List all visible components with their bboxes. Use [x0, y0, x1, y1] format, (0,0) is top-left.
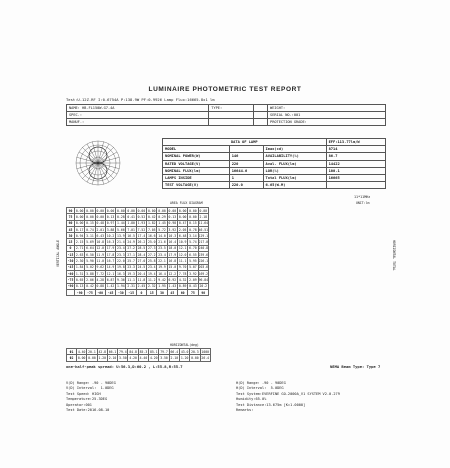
- flux-grid-cell: 2.31: [127, 284, 135, 289]
- lamp-data-cell: 1: [229, 174, 263, 181]
- flux-grid-row-header: -60: [67, 271, 74, 276]
- flux-grid-cell: 10.8: [96, 240, 105, 245]
- flux-grid-cell: 3.88: [86, 271, 94, 276]
- flux-grid-cell: 2.18: [199, 214, 208, 219]
- flux-grid-cell: 12.0: [96, 246, 105, 251]
- flux-grid-cell: 0.00: [106, 208, 115, 213]
- flux-sum-cell: 79.7: [160, 349, 168, 354]
- flux-grid-cell: 9.70: [178, 265, 187, 270]
- flux-sum-cell: 0.00: [88, 355, 96, 360]
- flux-grid-row-header: -90: [67, 284, 74, 289]
- flux-grid-column-headers: [67, 289, 209, 295]
- flux-grid-cell: 2.09: [189, 277, 197, 282]
- flux-grid-cell: 1.95: [158, 284, 166, 289]
- flux-grid-row-header: 45: [67, 226, 75, 232]
- flux-grid-row-header: -15: [67, 252, 74, 257]
- flux-grid-cell: 26.2: [137, 240, 146, 245]
- flux-grid-cell: 0.00: [178, 208, 187, 213]
- flux-grid-cell: 11.0: [96, 259, 105, 264]
- lamp-data-cell: LAMPS INSIDE: [163, 174, 230, 181]
- flux-grid-cell: 11.64: [198, 221, 209, 226]
- flux-grid-cell: 1.42: [106, 284, 115, 289]
- flux-grid-cell: 10.2: [106, 233, 115, 238]
- flux-grid-cell: 0.47: [178, 221, 187, 226]
- flux-grid-cell: 0.78: [189, 227, 197, 232]
- flux-sum-cell: 1.20: [180, 355, 189, 360]
- lamp-data-row: [163, 160, 386, 167]
- flux-grid-cell: 226.1: [198, 259, 209, 264]
- flux-grid-cell: 3.14: [189, 233, 197, 238]
- flux-grid-cell: 7.72: [96, 271, 105, 276]
- header-cell: [253, 112, 267, 119]
- flux-grid-column-header: -15: [126, 289, 136, 295]
- flux-grid-cell: 129.1: [198, 233, 209, 238]
- flux-grid-cell: 0.13: [75, 284, 84, 289]
- flux-grid-row-header: 60: [67, 220, 75, 226]
- flux-grid-cell: 11.1: [178, 259, 187, 264]
- flux-grid-cell: 0.00: [96, 214, 105, 219]
- flux-grid-cell: 1.94: [117, 284, 125, 289]
- flux-grid-cell: 18.0: [168, 246, 177, 251]
- flux-grid-cell: 0.43: [189, 284, 197, 289]
- flux-grid-cell: 6.55: [189, 252, 197, 257]
- flux-grid-cell: 169.2: [198, 271, 209, 276]
- flux-grid-cell: 3.11: [86, 233, 94, 238]
- flux-grid-cell: 16.3: [117, 271, 125, 276]
- flux-grid-cell: 2.30: [75, 259, 84, 264]
- flux-grid-cell: 27.1: [127, 252, 135, 257]
- flux-grid-cell: 4.32: [178, 277, 187, 282]
- flux-grid-cell: 1.80: [127, 221, 135, 226]
- flux-grid-cell: 16.5: [127, 233, 135, 238]
- horizontal-axis-label: HORIZONTAL(deg): [170, 343, 199, 347]
- flux-grid-cell: 4.28: [96, 277, 105, 282]
- flux-grid-cell: 0.97: [106, 221, 115, 226]
- header-cell: WEIGHT:: [268, 105, 386, 112]
- flux-grid-cell: 5.74: [189, 240, 197, 245]
- flux-sum-cell: 0.00: [77, 355, 86, 360]
- flux-grid-cell: 0.00: [117, 208, 125, 213]
- flux-grid-cell: 1.93: [137, 221, 146, 226]
- flux-grid-row-header: -45: [67, 265, 74, 270]
- flux-grid-cell: 0.00: [189, 214, 197, 219]
- flux-grid-cell: 27.3: [147, 246, 156, 251]
- flux-grid-cell: 2.06: [86, 277, 94, 282]
- lamp-data-cell: 6.65(W.M): [263, 182, 326, 189]
- flux-grid-table: [66, 207, 209, 296]
- lamp-data-cell: 16665: [326, 174, 385, 181]
- flux-grid-cell: 21.4: [117, 240, 125, 245]
- flux-grid-row-header: 30: [67, 233, 75, 239]
- flux-sum-cell: 3.50: [160, 355, 168, 360]
- flux-grid-cell: 0.42: [147, 214, 156, 219]
- flux-sum-cell: 26.4: [201, 355, 209, 360]
- lamp-data-cell: TEST VOLTAGE(V): [163, 182, 230, 189]
- flux-grid-cell: 27.2: [127, 246, 135, 251]
- flux-sum-cell: 1.20: [98, 355, 107, 360]
- lamp-data-row: [163, 167, 386, 174]
- flux-grid-column-header: -60: [95, 289, 105, 295]
- header-row: [67, 112, 386, 119]
- header-cell: [209, 119, 254, 126]
- flux-sum-cell: 4.20: [149, 355, 158, 360]
- flux-grid-cell: 23.4: [158, 252, 166, 257]
- flux-grid-cell: 23.4: [117, 246, 125, 251]
- efficacy-label: EFF:113.77lm/W: [326, 139, 385, 146]
- flux-sum-cell: 4.40: [77, 349, 86, 354]
- flux-grid-cell: 0.98: [168, 221, 177, 226]
- flux-sum-cell: 85.3: [139, 349, 148, 354]
- flux-grid-cell: 0.15: [189, 221, 197, 226]
- flux-sum-cell: 4.40: [139, 355, 148, 360]
- flux-grid-cell: 2.05: [178, 227, 187, 232]
- flux-grid-cell: 23.4: [147, 265, 156, 270]
- flux-grid-cell: 2.45: [137, 284, 146, 289]
- flux-grid-cell: 14.0: [158, 233, 166, 238]
- lamp-data-row: [163, 174, 386, 181]
- header-cell: PROTECTION GRADE:: [268, 119, 386, 126]
- flux-grid-cell: 0.48: [96, 221, 105, 226]
- flux-sum-cell: 85.1: [149, 349, 158, 354]
- flux-grid-cell: 7.05: [147, 227, 156, 232]
- flux-grid-cell: 0.29: [158, 214, 166, 219]
- flux-sum-row-header: Φ2: [67, 355, 77, 361]
- flux-grid-cell: 0.00: [147, 208, 156, 213]
- flux-grid-cell: 0.00: [86, 208, 94, 213]
- flux-grid-cell: 11.1: [127, 277, 135, 282]
- flux-grid-cell: 20.2: [199, 284, 208, 289]
- flux-grid-column-header: 45: [167, 289, 177, 295]
- flux-grid-cell: 0.00: [86, 214, 94, 219]
- lamp-data-cell: 14422: [326, 160, 385, 167]
- lamp-data-cell: 16644.6: [229, 167, 263, 174]
- flux-grid-cell: 0.28: [117, 214, 125, 219]
- flux-grid-cell: 9.42: [158, 277, 166, 282]
- flux-grid-cell: 9.36: [117, 277, 125, 282]
- lamp-data-cell: MODEL: [163, 146, 230, 153]
- flux-sum-cell: 42.8: [98, 349, 107, 354]
- flux-grid-cell: 0.52: [137, 214, 146, 219]
- flux-grid-cell: 27.2: [147, 252, 156, 257]
- flux-grid-cell: 5.02: [86, 265, 94, 270]
- header-row: [67, 119, 386, 126]
- flux-grid-column-header: -75: [85, 289, 95, 295]
- flux-grid-cell: 2.01: [96, 227, 105, 232]
- flux-grid-cell: 16.4: [168, 240, 177, 245]
- flux-grid-cell: 16.7: [106, 259, 115, 264]
- flux-grid-row-header: 75: [67, 214, 75, 220]
- flux-grid-cell: 25.7: [127, 259, 135, 264]
- lamp-data-cell: NOMINAL FLUX(lm): [163, 167, 230, 174]
- lamp-data-row: [163, 153, 386, 160]
- flux-grid-row-header: -75: [67, 277, 74, 282]
- flux-grid-cell: 3.92: [189, 271, 197, 276]
- lamp-data-cell: 146: [229, 153, 263, 160]
- flux-grid-cell: 19.9: [158, 265, 166, 270]
- flux-grid-cell: 2.15: [75, 240, 84, 245]
- flux-grid-cell: 0.00: [158, 208, 166, 213]
- flux-grid-cell: 0.00: [137, 208, 146, 213]
- lamp-data-row: [163, 182, 386, 189]
- flux-grid-cell: 0.41: [127, 214, 135, 219]
- flux-grid-cell: 24.5: [137, 265, 146, 270]
- flux-sum-cell: 0.00: [191, 355, 199, 360]
- flux-grid-cell: 0.13: [106, 214, 115, 219]
- flux-grid-cell: 11.9: [96, 252, 105, 257]
- flux-grid-cell: 22.1: [158, 259, 166, 264]
- flux-grid-cell: 3.88: [106, 227, 115, 232]
- flux-grid-cell: 17.4: [137, 233, 146, 238]
- flux-sum-cell: 66.4: [170, 349, 179, 354]
- flux-grid-cell: 6.70: [189, 246, 197, 251]
- flux-sum-cell: 2.10: [170, 355, 179, 360]
- flux-sum-cell: 2.10: [108, 355, 117, 360]
- right-axis-label: HORIZONTAL TOTAL: [392, 240, 396, 271]
- flux-grid-cell: 0.00: [178, 214, 187, 219]
- flux-grid-column-header: 30: [157, 289, 167, 295]
- lamp-data-title: DATA OF LAMP: [163, 139, 327, 146]
- flux-grid-cell: 6.87: [106, 277, 115, 282]
- flux-grid-cell: 28.5: [137, 246, 146, 251]
- lamp-data-cell: AVAILABILITY(%): [263, 153, 326, 160]
- flux-grid-cell: 0.00: [75, 214, 84, 219]
- flux-grid-cell: 19.8: [117, 265, 125, 270]
- flux-grid-cell: 23.3: [127, 265, 135, 270]
- flux-grid-cell: 6.92: [168, 277, 177, 282]
- flux-grid-column-header: 60: [177, 289, 187, 295]
- flux-sum-cell: 84.8: [129, 349, 137, 354]
- flux-grid-cell: 0.88: [96, 284, 105, 289]
- flux-grid-cell: 0.42: [86, 284, 94, 289]
- flux-grid-cell: 0.00: [75, 208, 84, 213]
- flux-grid-cell: 17.8: [106, 252, 115, 257]
- lamp-data-cell: Total FLUX(lm): [263, 174, 326, 181]
- flux-grid-cell: 217.0: [198, 240, 209, 245]
- lamp-data-cell: 8714: [326, 146, 385, 153]
- iso-note: 11*11MHz: [354, 195, 371, 199]
- flux-grid-column-header: 75: [188, 289, 198, 295]
- flux-grid-cell: 27.0: [137, 259, 146, 264]
- flux-sum-cell: 43.0: [180, 349, 189, 354]
- flux-sum-cell: 4.20: [129, 355, 137, 360]
- flux-grid-cell: 17.9: [168, 252, 177, 257]
- flux-grid-row-header: 90: [67, 208, 75, 214]
- flux-grid-column-header: 15: [147, 289, 157, 295]
- flux-sum-cell: 1000: [201, 349, 209, 354]
- flux-grid-row-header: 15: [67, 239, 75, 245]
- lamp-data-cell: 100.1: [326, 167, 385, 174]
- flux-grid-cell: 1.44: [117, 221, 125, 226]
- flux-sum-row-header: Φ1: [67, 349, 77, 355]
- flux-grid-cell: 0.13: [168, 214, 177, 219]
- flux-grid-cell: 5.07: [189, 265, 197, 270]
- flux-grid-cell: 24.9: [127, 240, 135, 245]
- header-cell: MANUF.:: [67, 119, 209, 126]
- lamp-data-table: [162, 138, 386, 189]
- flux-grid-cell: 6.64: [86, 246, 94, 251]
- flux-grid-cell: 5.66: [117, 227, 125, 232]
- flux-sum-row: [67, 355, 211, 361]
- lamp-data-cell: 220.0: [229, 182, 263, 189]
- lamp-data-cell: [326, 182, 385, 189]
- flux-grid-column-header: -45: [105, 289, 115, 295]
- flux-grid-cell: 0.94: [75, 233, 84, 238]
- flux-sum-cell: 20.3: [191, 349, 199, 354]
- flux-grid-column-header: -30: [116, 289, 126, 295]
- lamp-data-row: [163, 146, 386, 153]
- flux-grid-cell: 239.6: [198, 252, 209, 257]
- flux-grid-cell: 6.48: [178, 233, 187, 238]
- flux-grid-cell: 10.3: [168, 233, 177, 238]
- flux-grid-cell: 19.3: [127, 271, 135, 276]
- header-cell: TYPE:: [209, 105, 254, 112]
- flux-sum-cell: 3.50: [119, 355, 127, 360]
- flux-sum-cell: 79.4: [119, 349, 127, 354]
- test-info-left: V(D) Range: -90 - 90DEG V(D) Interval: 1.0DEG Test Speed: HIGH Temperature:25.3DEG Operator:001 Test Date:2016-08-10: [66, 381, 116, 413]
- flux-grid-cell: 25.8: [147, 259, 156, 264]
- lamp-data-cell: Aval. FLUX(lm): [263, 160, 326, 167]
- header-cell: [253, 105, 267, 112]
- flux-grid-cell: 2.71: [75, 246, 84, 251]
- lamp-data-cell: 220: [229, 160, 263, 167]
- flux-grid-cell: 96.84: [198, 277, 209, 282]
- flux-grid-cell: 12.2: [168, 271, 177, 276]
- flux-grid-cell: 11.8: [137, 277, 146, 282]
- flux-grid-cell: 0.89: [178, 284, 187, 289]
- flux-grid-cell: 7.01: [127, 227, 135, 232]
- grid-unit: UNIT:lm: [356, 201, 370, 205]
- polar-distribution-diagram: [68, 140, 154, 186]
- flux-grid-cell: 0.65: [75, 277, 84, 282]
- flux-grid-cell: 12.1: [106, 271, 115, 276]
- flux-grid-corner: [67, 289, 75, 295]
- header-table: [66, 104, 386, 126]
- flux-grid-cell: 3.92: [168, 227, 177, 232]
- flux-grid-cell: 0.74: [86, 227, 94, 232]
- flux-grid-column-header: -90: [75, 289, 85, 295]
- flux-grid-cell: 7.52: [137, 227, 146, 232]
- flux-grid-cell: 11.2: [147, 277, 156, 282]
- flux-grid-cell: 0.00: [199, 208, 208, 213]
- flux-grid-cell: 9.62: [96, 265, 105, 270]
- grid-caption: AREA FLUX DIAGRAM: [170, 201, 203, 205]
- flux-grid-cell: 15.0: [168, 265, 177, 270]
- flux-grid-cell: 6.50: [86, 252, 94, 257]
- flux-grid-cell: 5.72: [158, 227, 166, 232]
- flux-grid: [66, 200, 209, 296]
- lamp-data-cell: RATED VOLTAGE(V): [163, 160, 230, 167]
- flux-grid-cell: 0.15: [86, 221, 94, 226]
- flux-grid-row-header: -30: [67, 259, 74, 264]
- flux-grid-cell: 16.3: [106, 240, 115, 245]
- flux-grid-cell: 22.0: [117, 259, 125, 264]
- flux-grid-cell: 0.00: [127, 208, 135, 213]
- flux-grid-column-header: 90: [198, 289, 208, 295]
- flux-grid-cell: 16.6: [147, 233, 156, 238]
- test-conditions-line: Test:U-12Z.RF I:0.6754A P:138.9W PF:0.9926 Lamp Flux:16665.8x1 lm: [66, 97, 215, 102]
- flux-grid-cell: 17.9: [106, 246, 115, 251]
- flux-grid-cell: 5.69: [86, 240, 94, 245]
- flux-grid-cell: 13.9: [117, 233, 125, 238]
- header-row: [67, 105, 386, 112]
- flux-grid-cell: 0.00: [96, 208, 105, 213]
- flux-grid-cell: 1.31: [75, 271, 84, 276]
- flux-grid-cell: 20.4: [137, 271, 146, 276]
- flux-grid-cell: 1.84: [75, 265, 84, 270]
- lamp-data-cell: Imax(cd): [263, 146, 326, 153]
- flux-grid-cell: 16.8: [168, 259, 177, 264]
- flux-grid-cell: 10.9: [178, 240, 187, 245]
- flux-grid-row-header: 0: [67, 245, 75, 251]
- report-title: LUMINAIRE PHOTOMETRIC TEST REPORT: [148, 86, 302, 93]
- flux-sum-cell: 66.1: [108, 349, 117, 354]
- flux-grid-cell: 240.8: [198, 246, 209, 251]
- header-cell: [253, 119, 267, 126]
- lamp-data-cell: [229, 146, 263, 153]
- header-cell: SPEC.:: [67, 112, 209, 119]
- flux-grid-cell: 5.90: [86, 259, 94, 264]
- vertical-axis-label: VERTICAL ANGLE: [56, 240, 60, 267]
- flux-grid-cell: 23.3: [117, 252, 125, 257]
- flux-grid-cell: 1.82: [147, 221, 156, 226]
- nema-beam-type: NEMA Beam Type: Type 7: [330, 364, 381, 369]
- flux-grid-cell: 2.32: [147, 284, 156, 289]
- header-cell: NAME: HB-FL150W-G7-4A: [67, 105, 209, 112]
- flux-grid-cell: 0.00: [189, 208, 197, 213]
- flux-grid-cell: 2.63: [75, 252, 84, 257]
- flux-sum-table: [66, 348, 211, 362]
- flux-grid-cell: 5.95: [189, 259, 197, 264]
- lamp-data-cell: NOMINAL POWER(W): [163, 153, 230, 160]
- flux-grid-cell: 0.00: [168, 208, 177, 213]
- test-info-right: H(D) Range: -90 - 90DEG H(D) Interval: 5.0DEG Test System:EVERFINE GO-2000A_V1 SYSTEM V2.0.279 Humidity:65.0% Test Distance:13.675m [K=1.0000] Remarks:: [236, 381, 340, 413]
- flux-grid-cell: 12.1: [178, 246, 187, 251]
- flux-grid-column-header: 0: [136, 289, 146, 295]
- flux-grid-cell: 46.51: [198, 227, 209, 232]
- flux-grid-cell: 0.17: [75, 227, 84, 232]
- flux-grid-cell: 7.78: [178, 271, 187, 276]
- flux-grid-cell: 23.5: [158, 246, 166, 251]
- flux-grid-cell: 28.4: [137, 252, 146, 257]
- flux-grid-cell: 14.9: [106, 265, 115, 270]
- half-peak-spread: one-half-peak spread: U:56.3,D:60.2 , L:55.8,R:55.7: [66, 364, 183, 369]
- flux-grid-cell: 16.4: [158, 271, 166, 276]
- flux-sum-cell: 20.1: [88, 349, 96, 354]
- flux-grid-cell: 1.45: [158, 221, 166, 226]
- flux-grid-cell: 21.6: [158, 240, 166, 245]
- flux-grid-cell: 6.43: [96, 233, 105, 238]
- lamp-data-cell: LOR(%): [263, 167, 326, 174]
- flux-grid-cell: 0.00: [75, 221, 84, 226]
- flux-grid-cell: 19.4: [147, 271, 156, 276]
- flux-grid-cell: 1.43: [168, 284, 177, 289]
- header-cell: SERIAL NO.:001: [268, 112, 386, 119]
- header-cell: [209, 112, 254, 119]
- flux-grid-cell: 12.0: [178, 252, 187, 257]
- lamp-data-cell: 86.7: [326, 153, 385, 160]
- flux-grid-cell: 203.6: [198, 265, 209, 270]
- flux-grid-cell: 25.0: [147, 240, 156, 245]
